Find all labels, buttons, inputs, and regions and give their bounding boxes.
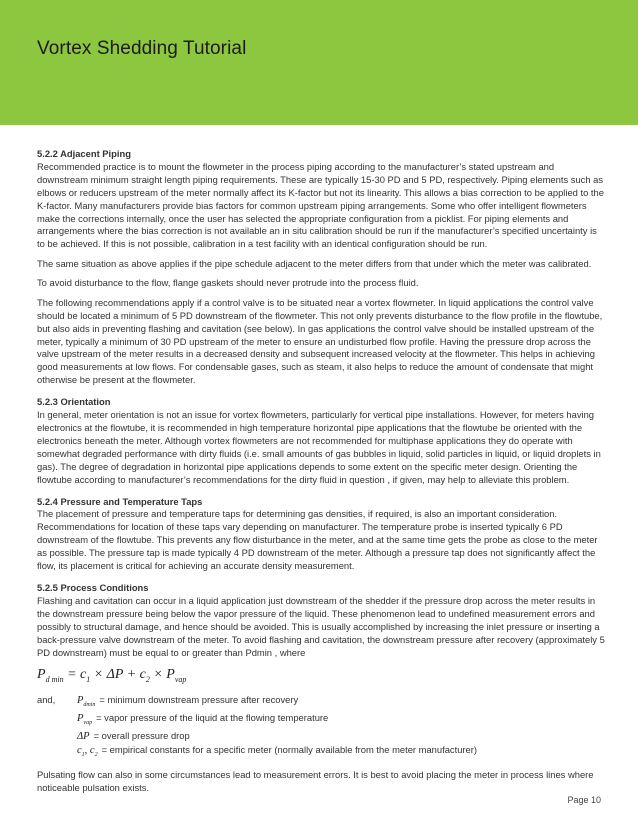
section-heading: 5.2.2 Adjacent Piping bbox=[37, 148, 131, 159]
symbol-definitions bbox=[37, 694, 605, 762]
definition-symbol: ΔP bbox=[77, 730, 90, 742]
definition-text: = vapor pressure of the liquid at the flowing temperature bbox=[96, 711, 329, 723]
page-number: Page 10 bbox=[567, 795, 601, 805]
definition-row bbox=[77, 712, 605, 730]
definition-symbol: $P_{vap}$ bbox=[77, 712, 93, 726]
section-orientation bbox=[37, 396, 605, 486]
paragraph: Recommended practice is to mount the flowmeter in the process piping according to the manufacturer’s stated upstream and downstream minimum straight length piping requirements. These are typically 15-30 PD and 5 PD, respectively. Piping elements such as elbows or reducers upstream of the meter normally affect its K-factor but not its linearity. This allows a bias correction to be applied to the K-factor. Many manufacturers provide bias factors for common upstream piping arrangements. Some who offer intelligent flowmeters make the corrections internally, once the user has selected the appropriate configuration from a picklist. For piping elements and arrangements where the bias correction is not available an in situ calibration should be run if the manufacturer’s specified uncertainty is to be achieved. If this is not possible, calibration in a test facility with an identical configuration should be run. bbox=[37, 160, 604, 250]
paragraph: The following recommendations apply if a control valve is to be situated near a vortex flowmeter. In liquid applications the control valve should be located a minimum of 5 PD downstream of the flowmeter. This not only prevents disturbance to the flow profile in the flowtube, but also aids in preventing flashing and cavitation (see below). In gas applications the control valve should be installed upstream of the meter, typically a minimum of 30 PD upstream of the meter to ensure an undisturbed flow profile. Having the pressure drop across the valve upstream of the meter results in a decreased density and subsequent increased velocity at the flowmeter. This helps in achieving good measurements at low flows. For condensable gases, such as steam, it also helps to reduce the amount of condensate that might otherwise be present at the flowmeter. bbox=[37, 296, 603, 386]
section-pressure-temperature-taps bbox=[37, 496, 605, 573]
section-adjacent-piping bbox=[37, 148, 605, 387]
header-banner bbox=[0, 0, 638, 125]
formula-lhs-sub: d min bbox=[45, 674, 64, 684]
formula-part: × ΔP + c bbox=[90, 667, 146, 682]
definitions-label: and, bbox=[37, 693, 56, 705]
definition-row bbox=[77, 730, 605, 744]
paragraph: The same situation as above applies if the pipe schedule adjacent to the meter differs from that under which the meter was calibrated. bbox=[37, 257, 592, 269]
formula-lhs: P bbox=[37, 667, 46, 682]
formula-sub: 1 bbox=[86, 674, 91, 684]
definition-symbol: $P_{dmin}$ bbox=[77, 694, 96, 708]
definition-text: = overall pressure drop bbox=[93, 729, 190, 741]
section-process-conditions bbox=[37, 582, 605, 795]
formula-sub: 2 bbox=[145, 674, 150, 684]
section-heading: 5.2.4 Pressure and Temperature Taps bbox=[37, 495, 203, 507]
paragraph: The placement of pressure and temperature taps for determining gas densities, if required, is also an important consideration. Recommendations for location of these taps vary depending on manufacturer. The temperature probe is inserted typically 6 PD downstream of the flowtube. This prevents any flow disturbance in the meter, and at the same time gets the probe as close to the meter as possible. The pressure tap is made typically 4 PD downstream of the meter. Although a pressure tap does not significantly affect the flow, its placement is critical for achieving an accurate density measurement. bbox=[37, 508, 598, 572]
section-heading: 5.2.5 Process Conditions bbox=[37, 581, 149, 593]
page-title: Vortex Shedding Tutorial bbox=[37, 38, 247, 59]
document-body bbox=[37, 148, 605, 804]
definition-row bbox=[77, 694, 605, 712]
definitions-list bbox=[77, 694, 605, 762]
paragraph: Pulsating flow can also in some circumstances lead to measurement errors. It is best to avoid placing the meter in process lines where noticeable pulsation exists. bbox=[37, 768, 594, 793]
definition-symbol: $c_1$, $c_2$ bbox=[77, 744, 98, 758]
pdmin-formula bbox=[37, 666, 605, 688]
paragraph: To avoid disturbance to the flow, flange gaskets should never protrude into the process fluid. bbox=[37, 277, 419, 289]
section-heading: 5.2.3 Orientation bbox=[37, 396, 111, 408]
formula-sub: vap bbox=[174, 674, 187, 684]
formula-part: = c bbox=[63, 667, 87, 682]
paragraph: In general, meter orientation is not an issue for vortex flowmeters, particularly for vertical pipe installations. However, for meters having electronics at the flowtube, it is recommended in high temperature horizontal pipe applications that the flowtube be oriented with the electronics beneath the meter. Although vortex flowmeters are not recommended for multiphase applications they do operate with somewhat degraded performance with dirty fluids (i.e. small amounts of gas bubbles in liquid, solid particles in liquid, or liquid droplets in gas). The degree of degradation in horizontal pipe applications depends to some extent on the specific meter design. Orienting the flowtube according to manufacturer’s recommendations for the dirty fluid in question , if given, may help to alleviate this problem. bbox=[37, 409, 601, 485]
paragraph: Flashing and cavitation can occur in a liquid application just downstream of the shedder if the pressure drop across the meter results in the downstream pressure being below the vapor pressure of the liquid. These phenomenon lead to undefined measurement errors and possibly to structural damage, and hence should be avoided. This is usually accomplished by increasing the inlet pressure or inserting a back-pressure valve downstream of the meter. To avoid flashing and cavitation, the downstream pressure after recovery (approximately 5 PD downstream) must be equal to or greater than Pdmin , where bbox=[37, 594, 605, 658]
formula-part: × P bbox=[149, 667, 175, 682]
definition-text: = minimum downstream pressure after recovery bbox=[99, 693, 299, 705]
definition-text: = empirical constants for a specific meter (normally available from the meter manufacturer) bbox=[101, 743, 477, 755]
definition-row bbox=[77, 744, 605, 762]
